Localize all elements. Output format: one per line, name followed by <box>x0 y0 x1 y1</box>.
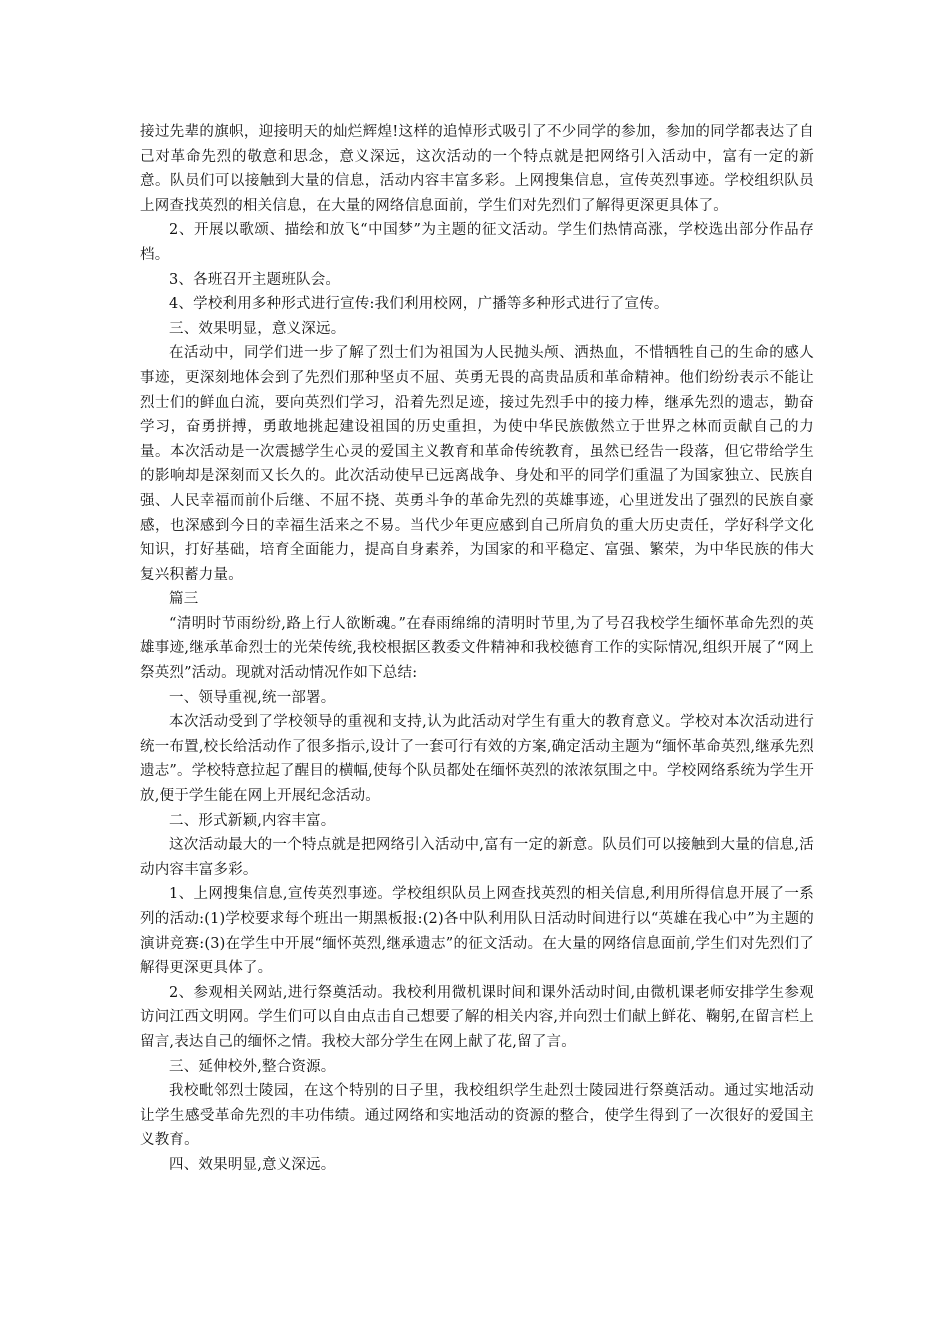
document-page <box>140 120 814 1178</box>
paragraph-website-visit: 2、参观相关网站,进行祭奠活动。我校利用微机课时间和课外活动时间,由微机课老师安排学生参观访问江西文明网。学生们可以自由点击自己想要了解的相关内容,并向烈士们献上鲜花、鞠躬,在留言栏上留言,表达自己的缅怀之情。我校大部分学生在网上献了花,留了言。 <box>140 984 814 1050</box>
paragraph-online-search: 1、上网搜集信息,宣传英烈事迹。学校组织队员上网查找英烈的相关信息,利用所得信息开展了一系列的活动:(1)学校要求每个班出一期黑板报:(2)各中队利用队日活动时间进行以“英雄在我心中”为主题的演讲竞赛:(3)在学生中开展“缅怀英烈,继承遗志”的征文活动。在大量的网络信息面前,学生们对先烈们了解得更深更具体了。 <box>140 886 814 977</box>
section-heading-leadership: 一、领导重视,统一部署。 <box>169 689 336 706</box>
paragraph-activity-summary: 在活动中，同学们进一步了解了烈士们为祖国为人民抛头颅、洒热血，不惜牺牲自己的生命的感人事迹，更深刻地体会到了先烈们那种坚贞不屈、英勇无畏的高贵品质和革命精神。他们纷纷表示不能让烈士们的鲜血白流，要向英烈们学习，沿着先烈足迹，接过先烈手中的接力棒，继承先烈的遗志，勤奋学习，奋勇拼搏，勇敢地挑起建设祖国的历史重担，为使中华民族傲然立于世界之林而贡献自己的力量。本次活动是一次震撼学生心灵的爱国主义教育和革命传统教育，虽然已经告一段落，但它带给学生的影响却是深刻而又长久的。此次活动使早已远离战争、身处和平的同学们重温了为国家独立、民族自强、人民幸福而前仆后继、不屈不挠、英勇斗争的革命先烈的英雄事迹，心里迸发出了强烈的民族自豪感，也深感到今日的幸福生活来之不易。当代少年更应感到自己所肩负的重大历史责任，学好科学文化知识，打好基础，培育全面能力，提高自身素养，为国家的和平稳定、富强、繁荣，为中华民族的伟大复兴积蓄力量。 <box>140 345 814 583</box>
section-heading-effects: 三、效果明显，意义深远。 <box>169 320 346 337</box>
paragraph-item-4: 4、学校利用多种形式进行宣传:我们利用校网，广播等多种形式进行了宣传。 <box>169 296 669 313</box>
paragraph-cemetery-visit: 我校毗邻烈士陵园，在这个特别的日子里，我校组织学生赴烈士陵园进行祭奠活动。通过实地活动让学生感受革命先烈的丰功伟绩。通过网络和实地活动的资源的整合，使学生得到了一次很好的爱国主义教育。 <box>140 1083 814 1149</box>
paragraph-leadership: 本次活动受到了学校领导的重视和支持,认为此活动对学生有重大的教育意义。学校对本次活动进行统一布置,校长给活动作了很多指示,设计了一套可行有效的方案,确定活动主题为“缅怀革命英烈,继承先烈遗志”。学校特意拉起了醒目的横幅,使每个队员都处在缅怀英烈的浓浓氛围之中。学校网络系统为学生开放,便于学生能在网上开展纪念活动。 <box>140 714 814 805</box>
paragraph-qingming-intro: “清明时节雨纷纷,路上行人欲断魂。”在春雨绵绵的清明时节里,为了号召我校学生缅怀革命先烈的英雄事迹,继承革命烈士的光荣传统,我校根据区教委文件精神和我校德育工作的实际情况,组织开展了“网上祭英烈”活动。现就对活动情况作如下总结: <box>140 615 814 682</box>
section-heading-extend: 三、延伸校外,整合资源。 <box>169 1058 336 1075</box>
section-heading-format: 二、形式新颖,内容丰富。 <box>169 812 336 829</box>
paragraph-format-intro: 这次活动最大的一个特点就是把网络引入活动中,富有一定的新意。队员们可以接触到大量的信息,活动内容丰富多彩。 <box>140 837 814 878</box>
paragraph-item-3: 3、各班召开主题班队会。 <box>169 271 341 288</box>
paragraph-item-2: 2、开展以歌颂、描绘和放飞“中国梦”为主题的征文活动。学生们热情高涨，学校选出部分作品存档。 <box>140 222 814 263</box>
paragraph-continuation: 接过先辈的旗帜，迎接明天的灿烂辉煌!这样的追悼形式吸引了不少同学的参加，参加的同学都表达了自己对革命先烈的敬意和思念，意义深远，这次活动的一个特点就是把网络引入活动中，富有一定的新意。队员们可以接触到大量的信息，活动内容丰富多彩。上网搜集信息，宣传英烈事迹。学校组织队员上网查找英烈的相关信息，在大量的网络信息面前，学生们对先烈们了解得更深更具体了。 <box>140 124 814 214</box>
section-heading-results: 四、效果明显,意义深远。 <box>169 1156 336 1173</box>
chapter-heading-part-three: 篇三 <box>169 591 199 608</box>
